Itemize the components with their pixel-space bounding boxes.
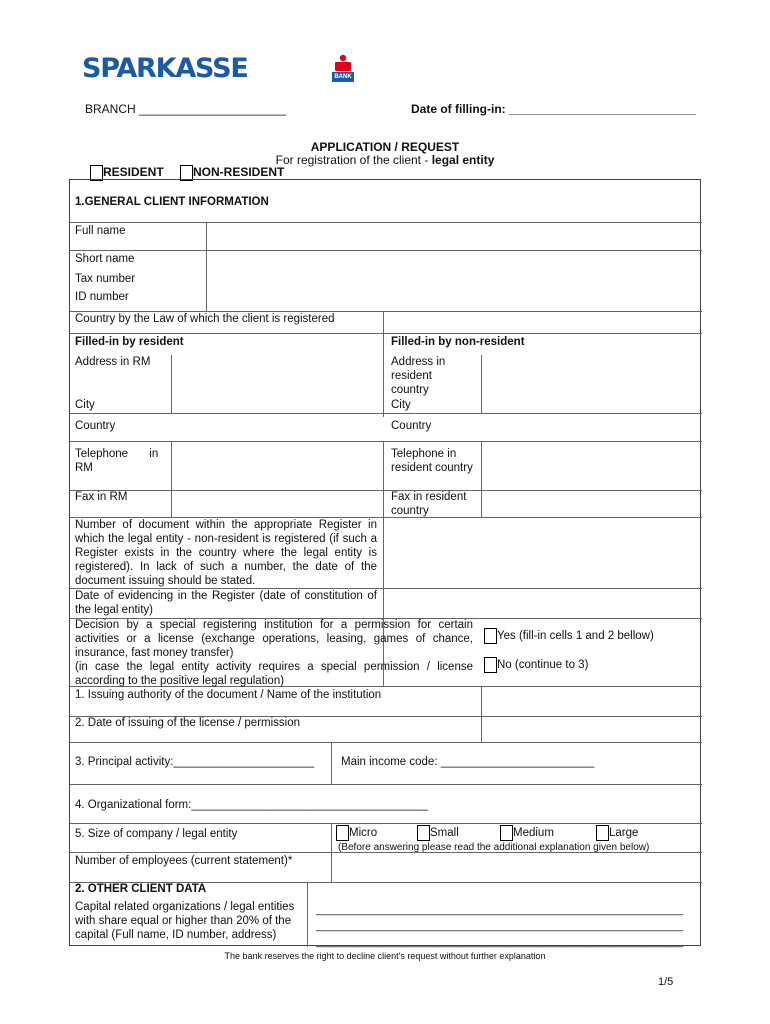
micro-checkbox[interactable] xyxy=(336,825,349,841)
medium-label: Medium xyxy=(513,827,554,840)
org-form-field[interactable]: 4. Organizational form:_____________________________________ xyxy=(75,799,428,811)
short-name-label: Short name xyxy=(75,253,135,265)
address-resident-label: Address in resident country xyxy=(391,356,446,396)
subtitle-text: For registration of the client - xyxy=(275,153,432,167)
page-title: APPLICATION / REQUEST xyxy=(310,140,460,154)
logo-wordmark: SPARKASSE xyxy=(82,53,248,84)
size-note: (Before answering please read the additional explanation given below) xyxy=(338,842,650,853)
footer-note: The bank reserves the right to decline client's request without further explanation xyxy=(224,951,546,961)
no-option[interactable] xyxy=(484,657,588,673)
section2-heading: 2. OTHER CLIENT DATA xyxy=(75,883,207,895)
capital-line-3[interactable]: ____________________________________________________________ xyxy=(316,936,684,948)
capital-line-2[interactable]: ____________________________________________________________ xyxy=(316,920,684,932)
country-nr-label: Country xyxy=(391,420,432,432)
yes-checkbox[interactable] xyxy=(484,628,497,644)
city-nr-label: City xyxy=(391,399,411,411)
capital-label: Capital related organizations / legal entities with share equal or higher than 20% of the capital (Full name, ID number, address) xyxy=(75,901,295,941)
date-evidencing-label: Date of evidencing in the Register (date of constitution of the legal entity) xyxy=(75,590,377,616)
size-small-option[interactable] xyxy=(417,825,459,841)
subtitle-bold: legal entity xyxy=(431,153,495,167)
fax-nr-label: Fax in resident country xyxy=(391,491,467,517)
date-field[interactable]: Date of filling-in: ____________________________ xyxy=(411,102,696,116)
medium-checkbox[interactable] xyxy=(500,825,513,841)
telephone-rm-label: Telephone in RM xyxy=(75,448,159,474)
country-law-label: Country by the Law of which the client is registered xyxy=(75,313,335,325)
no-checkbox[interactable] xyxy=(484,657,497,673)
micro-label: Micro xyxy=(349,827,378,840)
branch-field[interactable]: BRANCH ______________________ xyxy=(85,102,286,116)
fax-rm-label: Fax in RM xyxy=(75,491,128,503)
yes-label: Yes (fill-in cells 1 and 2 bellow) xyxy=(497,630,654,643)
size-micro-option[interactable] xyxy=(336,825,377,841)
address-rm-label: Address in RM xyxy=(75,356,151,368)
resident-label: RESIDENT xyxy=(103,165,164,180)
page-number: 1/5 xyxy=(658,976,674,988)
issuing-authority-label: 1. Issuing authority of the document / Name of the institution xyxy=(75,689,382,701)
tax-number-label: Tax number xyxy=(75,273,136,285)
size-large-option[interactable] xyxy=(596,825,638,841)
doc-number-label: Number of document within the appropriate Register in which the legal entity - non-resident is registered (if such a Register exists in the country where the legal entity is registered). In lack of such a number, the date of the document issuing should be stated. xyxy=(75,519,377,587)
principal-activity-field[interactable]: 3. Principal activity:______________________ xyxy=(75,756,315,768)
large-label: Large xyxy=(609,827,639,840)
no-label: No (continue to 3) xyxy=(497,659,589,672)
filled-nonresident-heading: Filled-in by non-resident xyxy=(391,336,525,348)
section1-heading: 1.GENERAL CLIENT INFORMATION xyxy=(75,196,269,208)
size-label: 5. Size of company / legal entity xyxy=(75,828,238,840)
small-checkbox[interactable] xyxy=(417,825,430,841)
country-label: Country xyxy=(75,420,116,432)
large-checkbox[interactable] xyxy=(596,825,609,841)
decision-label: Decision by a special registering institution for a permission for certain activities or a license (exchange operations, leasing, games of chance, insurance, fast money transfer) xyxy=(75,619,473,659)
employees-label: Number of employees (current statement)* xyxy=(75,855,293,867)
capital-line-1[interactable]: ____________________________________________________________ xyxy=(316,904,684,916)
filled-resident-heading: Filled-in by resident xyxy=(75,336,184,348)
sparkasse-logo xyxy=(82,53,352,84)
telephone-nr-label: Telephone in resident country xyxy=(391,448,473,474)
non-resident-label: NON-RESIDENT xyxy=(193,165,285,180)
small-label: Small xyxy=(430,827,459,840)
city-label: City xyxy=(75,399,95,411)
yes-option[interactable] xyxy=(484,628,654,644)
main-income-field[interactable]: Main income code: ________________________ xyxy=(341,756,595,768)
date-issuing-label: 2. Date of issuing of the license / permission xyxy=(75,717,301,729)
decision-note: (in case the legal entity activity requires a special permission / license according to the positive legal regulation) xyxy=(75,661,473,687)
full-name-label: Full name xyxy=(75,225,126,237)
id-number-label: ID number xyxy=(75,291,129,303)
logo-bank-label: BANK xyxy=(332,72,354,82)
size-medium-option[interactable] xyxy=(500,825,554,841)
